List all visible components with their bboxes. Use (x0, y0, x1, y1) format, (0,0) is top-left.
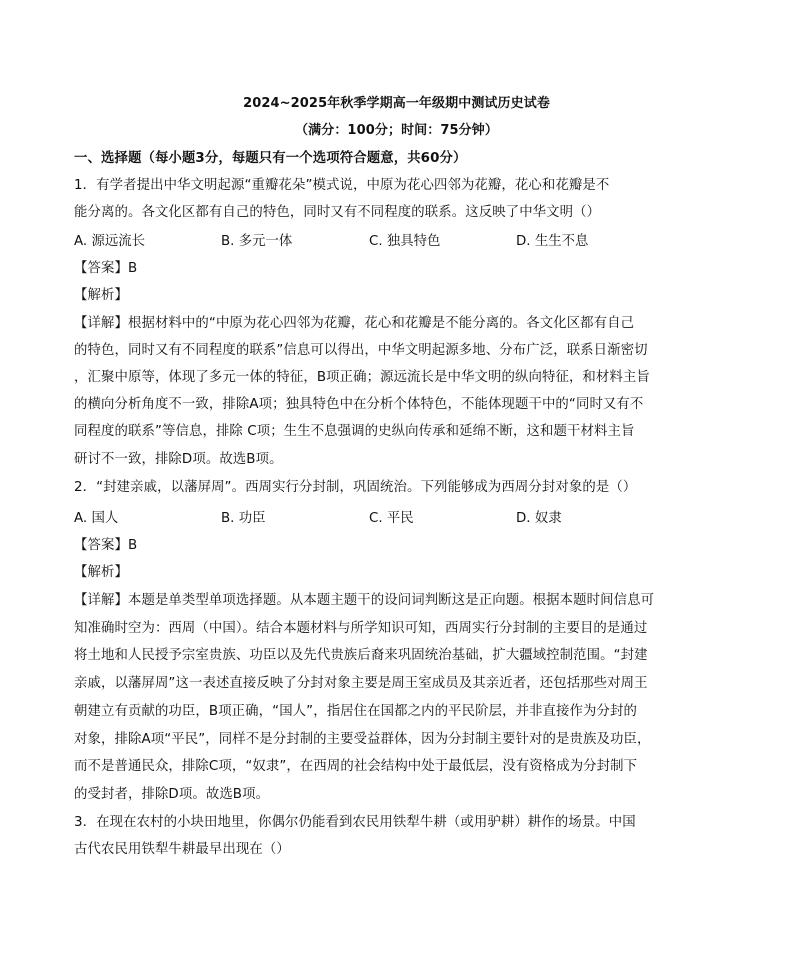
question-1-detail-line: 【详解】根据材料中的“中原为花心四邻为花瓣，花心和花瓣是不能分离的。各文化区都有自己 (74, 316, 635, 331)
question-2-stem-line-1: 2．“封建亲戚，以藩屏周”。西周实行分封制，巩固统治。下列能够成为西周分封对象的是（） (74, 480, 637, 495)
question-2-detail-line: 的受封者，排除D项。故选B项。 (74, 787, 270, 802)
question-1-stem-line-1: 1．有学者提出中华文明起源“重瓣花朵”模式说，中原为花心四邻为花瓣，花心和花瓣是不 (74, 178, 610, 193)
question-2-detail-line: 朝建立有贡献的功臣，B项正确，“国人”，指居住在国都之内的平民阶层，并非直接作为分封的 (74, 704, 637, 719)
question-1-option-d: D. 生生不息 (516, 234, 589, 249)
question-2-detail-line: 而不是普通民众，排除C项，“奴隶”，在西周的社会结构中处于最低层，没有资格成为分封制下 (74, 759, 638, 774)
question-2-detail-line: 亲戚，以藩屏周”这一表述直接反映了分封对象主要是周王室成员及其亲近者，还包括那些对周王 (74, 676, 648, 691)
question-2-analysis-label: 【解析】 (74, 565, 128, 580)
question-2-option-c: C. 平民 (369, 511, 414, 526)
question-1-answer: 【答案】B (74, 261, 138, 276)
question-2-option-a: A. 国人 (74, 511, 119, 526)
question-2-answer: 【答案】B (74, 538, 138, 553)
section-heading: 一、选择题（每小题3分，每题只有一个选项符合题意，共60分） (74, 151, 467, 166)
question-1-detail-line: 同程度的联系”等信息，排除 C项；生生不息强调的史纵向传承和延绵不断，这和题干材料主旨 (74, 424, 635, 439)
question-1-option-b: B. 多元一体 (221, 234, 293, 249)
question-2-option-d: D. 奴隶 (516, 511, 562, 526)
question-2-detail-line: 知准确时空为：西周（中国）。结合本题材料与所学知识可知，西周实行分封制的主要目的是通过 (74, 621, 648, 636)
question-2-detail-line: 将土地和人民授予宗室贵族、功臣以及先代贵族后裔来巩固统治基础，扩大疆域控制范围。“封建 (74, 648, 648, 663)
question-1-option-c: C. 独具特色 (369, 234, 441, 249)
question-1-detail-line: 的横向分析角度不一致，排除A项；独具特色中在分析个体特色，不能体现题干中的“同时又有不 (74, 397, 644, 412)
exam-title: 2024~2025年秋季学期高一年级期中测试历史试卷 (243, 96, 550, 111)
question-2-detail-line: 【详解】本题是单类型单项选择题。从本题主题干的设问词判断这是正向题。根据本题时间信息可 (74, 593, 655, 608)
question-1-detail-line: 研讨不一致，排除D项。故选B项。 (74, 452, 283, 467)
question-3-stem-line-1: 3．在现在农村的小块田地里，你偶尔仍能看到农民用铁犁牛耕（或用驴耕）耕作的场景。中国 (74, 815, 636, 830)
question-1-stem-line-2: 能分离的。各文化区都有自己的特色，同时又有不同程度的联系。这反映了中华文明（） (74, 205, 601, 220)
question-2-option-b: B. 功臣 (221, 511, 266, 526)
question-1-detail-line: ，汇聚中原等，体现了多元一体的特征，B项正确；源远流长是中华文明的纵向特征，和材料主旨 (74, 370, 650, 385)
exam-subtitle: （满分：100分；时间：75分钟） (295, 123, 498, 138)
question-1-option-a: A. 源远流长 (74, 234, 145, 249)
question-1-analysis-label: 【解析】 (74, 288, 128, 303)
question-1-detail-line: 的特色，同时又有不同程度的联系”信息可以得出，中华文明起源多地、分布广泛，联系日渐密切 (74, 343, 648, 358)
question-2-detail-line: 对象，排除A项“平民”，同样不是分封制的主要受益群体，因为分封制主要针对的是贵族及功臣， (74, 732, 651, 747)
question-3-stem-line-2: 古代农民用铁犁牛耕最早出现在（） (74, 842, 290, 857)
